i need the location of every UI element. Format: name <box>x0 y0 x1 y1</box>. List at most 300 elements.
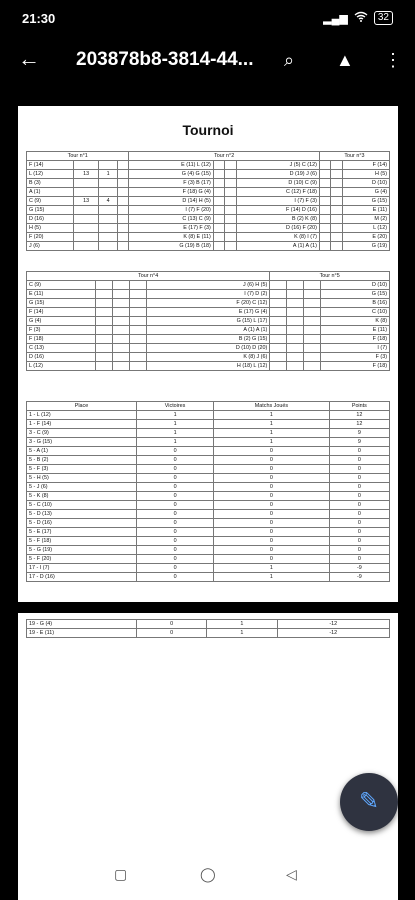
ranking-row <box>27 573 390 582</box>
rounds-a-cell: F (14) <box>343 161 390 170</box>
rounds-b-cell <box>95 299 112 308</box>
ranking-table-continued <box>26 619 390 638</box>
rounds-a-cell: A (1) A (1) <box>236 242 319 251</box>
rounds-b-cell <box>95 290 112 299</box>
more-options-icon[interactable]: ⋮ <box>384 50 402 70</box>
rounds-a-row <box>27 233 390 242</box>
rounds-a-cell <box>331 206 343 215</box>
ranking-header-victoires: Victoires <box>137 402 214 411</box>
rounds-a-cell <box>225 242 237 251</box>
ranking-row <box>27 429 390 438</box>
status-icons <box>323 11 393 25</box>
rounds-a-cell: F (14) D (16) <box>236 206 319 215</box>
ranking-cell: 0 <box>214 519 329 528</box>
ranking-cell: 0 <box>214 492 329 501</box>
document-file-title: 203878b8-3814-44... <box>76 49 254 70</box>
rounds-a-cell <box>319 197 331 206</box>
rounds-b-cell <box>112 344 129 353</box>
rounds-b-cell <box>270 281 287 290</box>
rounds-b-cell <box>129 299 146 308</box>
rounds-a-cell <box>319 224 331 233</box>
ranking-cell: 0 <box>214 555 329 564</box>
ranking-cell: 1 <box>137 438 214 447</box>
ranking-p2-row <box>27 620 390 629</box>
rounds-a-row <box>27 206 390 215</box>
ranking-row <box>27 537 390 546</box>
ranking-cell: 0 <box>214 510 329 519</box>
edit-fab-button[interactable] <box>340 773 398 831</box>
ranking-cell: 0 <box>329 555 389 564</box>
ranking-row <box>27 555 390 564</box>
ranking-cell: 12 <box>329 420 389 429</box>
rounds-b-cell: B (16) <box>321 299 390 308</box>
ranking-cell: 0 <box>329 501 389 510</box>
rounds-b-cell: K (8) J (6) <box>146 353 270 362</box>
ranking-cell: -9 <box>329 564 389 573</box>
ranking-cell: 0 <box>137 447 214 456</box>
rounds-b-cell <box>112 281 129 290</box>
rounds-b-cell: E (17) G (4) <box>146 308 270 317</box>
round-4-header: Tour n°4 <box>27 272 270 281</box>
rounds-a-cell <box>225 188 237 197</box>
rounds-a-row <box>27 215 390 224</box>
ranking-cell: 0 <box>329 546 389 555</box>
rounds-b-cell <box>287 308 304 317</box>
rounds-a-cell <box>117 197 129 206</box>
rounds-b-cell: K (8) <box>321 317 390 326</box>
document-page-1 <box>18 106 398 602</box>
rounds-b-cell <box>112 290 129 299</box>
rounds-a-cell <box>117 206 129 215</box>
rounds-b-cell: F (3) <box>321 353 390 362</box>
rounds-b-cell <box>129 335 146 344</box>
rounds-a-cell: F (20) <box>27 233 74 242</box>
rounds-b-row <box>27 353 390 362</box>
rounds-b-cell: C (10) <box>321 308 390 317</box>
recent-apps-icon[interactable]: ▢ <box>114 866 128 882</box>
app-bar <box>0 36 415 86</box>
ranking-cell: 17 - I (7) <box>27 564 137 573</box>
rounds-a-cell <box>73 233 98 242</box>
rounds-a-row <box>27 224 390 233</box>
ranking-cell: 0 <box>214 465 329 474</box>
rounds-b-cell: D (16) <box>27 353 96 362</box>
ranking-cell: 5 - C (10) <box>27 501 137 510</box>
rounds-b-cell <box>304 344 321 353</box>
rounds-a-cell <box>99 215 118 224</box>
ranking-cell: 1 <box>214 411 329 420</box>
rounds-b-cell <box>95 353 112 362</box>
ranking-cell: 0 <box>137 537 214 546</box>
ranking-cell: 1 - F (14) <box>27 420 137 429</box>
pencil-icon: ✎ <box>358 788 380 815</box>
home-icon[interactable]: ◯ <box>200 866 216 882</box>
rounds-a-cell: K (8) E (11) <box>129 233 213 242</box>
rounds-b-cell <box>287 335 304 344</box>
ranking-cell: 17 - D (16) <box>27 573 137 582</box>
rounds-b-cell <box>112 299 129 308</box>
rounds-b-cell <box>95 281 112 290</box>
ranking-p2-cell: -12 <box>277 620 389 629</box>
rounds-b-cell: F (18) <box>321 362 390 371</box>
rounds-a-cell <box>213 197 225 206</box>
rounds-b-cell: G (15) L (17) <box>146 317 270 326</box>
rounds-a-cell <box>331 188 343 197</box>
rounds-a-cell <box>225 233 237 242</box>
wifi-icon <box>354 11 368 25</box>
rounds-b-cell <box>270 317 287 326</box>
status-bar <box>0 0 415 36</box>
rounds-a-cell: I (7) F (20) <box>129 206 213 215</box>
ranking-cell: 5 - K (8) <box>27 492 137 501</box>
rounds-b-row <box>27 344 390 353</box>
rounds-b-cell: E (11) <box>27 290 96 299</box>
ranking-cell: 0 <box>329 483 389 492</box>
ranking-row <box>27 411 390 420</box>
rounds-b-cell <box>304 326 321 335</box>
ranking-p2-cell: 1 <box>207 620 277 629</box>
ranking-p2-cell: -12 <box>277 629 389 638</box>
ranking-cell: 5 - D (16) <box>27 519 137 528</box>
rounds-a-cell <box>73 188 98 197</box>
rounds-a-cell: L (12) <box>27 170 74 179</box>
rounds-b-cell: E (11) <box>321 326 390 335</box>
rounds-a-cell <box>117 224 129 233</box>
rounds-a-cell: I (7) F (3) <box>236 197 319 206</box>
rounds-b-cell <box>287 362 304 371</box>
rounds-a-cell: J (6) <box>27 242 74 251</box>
ranking-cell: 0 <box>329 456 389 465</box>
rounds-a-cell <box>73 224 98 233</box>
rounds-a-cell: G (15) <box>27 206 74 215</box>
rounds-a-cell <box>73 161 98 170</box>
ranking-p2-cell: 1 <box>207 629 277 638</box>
rounds-a-cell: D (16) <box>27 215 74 224</box>
rounds-a-cell <box>117 215 129 224</box>
rounds-b-row <box>27 299 390 308</box>
ranking-cell: 0 <box>329 447 389 456</box>
ranking-cell: 1 <box>137 411 214 420</box>
rounds-a-cell <box>225 197 237 206</box>
rounds-a-cell <box>225 215 237 224</box>
rounds-a-cell <box>99 161 118 170</box>
ranking-cell: 0 <box>214 528 329 537</box>
rounds-a-cell <box>319 188 331 197</box>
rounds-a-cell: E (11) <box>343 206 390 215</box>
ranking-row <box>27 501 390 510</box>
ranking-cell: 0 <box>137 555 214 564</box>
rounds-b-row <box>27 335 390 344</box>
ranking-cell: 0 <box>329 510 389 519</box>
rounds-b-cell: G (15) <box>321 290 390 299</box>
ranking-cell: 0 <box>137 546 214 555</box>
rounds-b-cell <box>270 308 287 317</box>
ranking-cell: 1 <box>214 573 329 582</box>
rounds-a-cell <box>117 233 129 242</box>
rounds-a-row <box>27 161 390 170</box>
rounds-b-cell <box>112 326 129 335</box>
rounds-a-row <box>27 179 390 188</box>
rounds-a-cell: G (19) <box>343 242 390 251</box>
rounds-b-cell: B (2) G (15) <box>146 335 270 344</box>
rounds-a-cell <box>117 242 129 251</box>
rounds-a-cell: L (12) <box>343 224 390 233</box>
rounds-a-cell: G (19) B (18) <box>129 242 213 251</box>
rounds-a-cell <box>213 242 225 251</box>
ranking-cell: 0 <box>214 537 329 546</box>
rounds-a-cell: E (20) <box>343 233 390 242</box>
rounds-a-cell: E (11) L (12) <box>129 161 213 170</box>
rounds-a-cell <box>319 170 331 179</box>
rounds-a-cell <box>331 215 343 224</box>
ranking-cell: 0 <box>329 528 389 537</box>
rounds-a-cell: F (18) G (4) <box>129 188 213 197</box>
rounds-a-cell <box>213 179 225 188</box>
rounds-b-cell <box>129 281 146 290</box>
rounds-b-cell: A (1) A (1) <box>146 326 270 335</box>
ranking-cell: 0 <box>137 510 214 519</box>
rounds-b-cell <box>270 344 287 353</box>
back-arrow-icon[interactable]: ← <box>18 46 40 71</box>
rounds-a-cell: M (2) <box>343 215 390 224</box>
ranking-cell: 0 <box>329 465 389 474</box>
ranking-p2-cell: 19 - G (4) <box>27 620 137 629</box>
ranking-cell: 1 <box>214 438 329 447</box>
ranking-header-points: Points <box>329 402 389 411</box>
rounds-a-cell <box>319 233 331 242</box>
rounds-a-cell <box>213 206 225 215</box>
ranking-p2-row <box>27 629 390 638</box>
rounds-a-cell: H (5) <box>27 224 74 233</box>
rounds-b-cell <box>95 362 112 371</box>
rounds-b-row <box>27 281 390 290</box>
rounds-a-cell <box>117 188 129 197</box>
round-3-header: Tour n°3 <box>319 152 389 161</box>
ranking-cell: 0 <box>137 456 214 465</box>
rounds-a-cell: 13 <box>73 197 98 206</box>
rounds-a-cell <box>319 179 331 188</box>
rounds-b-row <box>27 326 390 335</box>
ranking-cell: 0 <box>137 501 214 510</box>
rounds-b-cell <box>112 362 129 371</box>
ranking-cell: 1 <box>214 420 329 429</box>
rounds-a-cell: F (14) <box>27 161 74 170</box>
round-1-header: Tour n°1 <box>27 152 129 161</box>
rounds-a-cell <box>319 215 331 224</box>
rounds-a-cell: 4 <box>99 197 118 206</box>
rounds-a-cell <box>331 224 343 233</box>
ranking-cell: 5 - A (1) <box>27 447 137 456</box>
rounds-a-cell <box>99 188 118 197</box>
ranking-cell: 5 - F (3) <box>27 465 137 474</box>
rounds-b-cell: F (3) <box>27 326 96 335</box>
rounds-b-cell <box>270 290 287 299</box>
ranking-cell: 0 <box>329 537 389 546</box>
ranking-row <box>27 420 390 429</box>
rounds-b-cell <box>304 299 321 308</box>
ranking-cell: 0 <box>214 456 329 465</box>
rounds-a-cell: D (10) C (9) <box>236 179 319 188</box>
ranking-cell: 5 - E (17) <box>27 528 137 537</box>
ranking-cell: 3 - C (9) <box>27 429 137 438</box>
rounds-b-row <box>27 362 390 371</box>
document-title: Tournoi <box>182 122 234 138</box>
signal-icon: ▂▄▆ <box>323 12 348 25</box>
system-nav-bar <box>0 860 415 900</box>
rounds-a-cell <box>99 242 118 251</box>
rounds-a-cell: J (5) C (12) <box>236 161 319 170</box>
ranking-cell: 1 <box>214 564 329 573</box>
rounds-a-cell <box>117 170 129 179</box>
ranking-cell: 5 - B (2) <box>27 456 137 465</box>
rounds-a-cell: B (2) K (8) <box>236 215 319 224</box>
rounds-a-cell <box>73 206 98 215</box>
ranking-row <box>27 456 390 465</box>
ranking-cell: 0 <box>137 465 214 474</box>
rounds-a-cell: D (19) J (6) <box>236 170 319 179</box>
ranking-header-matchs: Matchs Joués <box>214 402 329 411</box>
rounds-b-cell <box>129 317 146 326</box>
rounds-b-cell: J (6) H (5) <box>146 281 270 290</box>
rounds-a-cell <box>225 206 237 215</box>
ranking-cell: 5 - F (20) <box>27 555 137 564</box>
ranking-cell: 0 <box>214 474 329 483</box>
ranking-table <box>26 401 390 582</box>
rounds-b-cell: F (20) C (12) <box>146 299 270 308</box>
rounds-a-cell <box>213 224 225 233</box>
rounds-a-cell <box>73 215 98 224</box>
rounds-b-row <box>27 317 390 326</box>
ranking-cell: 5 - D (13) <box>27 510 137 519</box>
rounds-table-1 <box>26 151 390 251</box>
rounds-b-cell: H (18) L (12) <box>146 362 270 371</box>
rounds-a-cell <box>213 233 225 242</box>
rounds-b-cell <box>95 308 112 317</box>
rounds-a-cell <box>213 161 225 170</box>
rounds-a-cell: D (16) F (20) <box>236 224 319 233</box>
rounds-a-cell: C (9) <box>27 197 74 206</box>
rounds-a-cell <box>225 224 237 233</box>
rounds-b-cell: F (18) <box>27 335 96 344</box>
rounds-a-cell: 1 <box>99 170 118 179</box>
ranking-row <box>27 519 390 528</box>
rounds-b-cell <box>287 353 304 362</box>
rounds-b-cell <box>270 353 287 362</box>
rounds-a-cell <box>319 242 331 251</box>
rounds-b-cell: D (10) D (20) <box>146 344 270 353</box>
rounds-b-cell: G (4) <box>27 317 96 326</box>
rounds-b-cell <box>129 290 146 299</box>
rounds-b-cell <box>129 326 146 335</box>
find-in-page-icon[interactable]: ⌕ <box>284 50 295 70</box>
ranking-cell: 0 <box>137 528 214 537</box>
rounds-a-cell <box>213 170 225 179</box>
rounds-a-cell <box>225 179 237 188</box>
ranking-cell: 1 <box>137 429 214 438</box>
rounds-a-cell: 13 <box>73 170 98 179</box>
rounds-b-cell <box>129 362 146 371</box>
rounds-b-cell <box>112 317 129 326</box>
rounds-b-cell <box>95 344 112 353</box>
rounds-a-cell: G (15) <box>343 197 390 206</box>
ranking-cell: 9 <box>329 438 389 447</box>
rounds-b-cell <box>129 353 146 362</box>
ranking-cell: 5 - H (5) <box>27 474 137 483</box>
rounds-b-cell <box>95 326 112 335</box>
ranking-cell: 1 <box>214 429 329 438</box>
round-2-header: Tour n°2 <box>129 152 319 161</box>
rounds-a-cell: A (1) <box>27 188 74 197</box>
ranking-cell: 0 <box>137 483 214 492</box>
ranking-cell: 0 <box>214 546 329 555</box>
ranking-row <box>27 546 390 555</box>
ranking-row <box>27 447 390 456</box>
rounds-a-cell <box>225 170 237 179</box>
rounds-a-row <box>27 242 390 251</box>
ranking-row <box>27 492 390 501</box>
rounds-a-cell <box>117 161 129 170</box>
ranking-header-place: Place <box>27 402 137 411</box>
ranking-cell: 5 - G (19) <box>27 546 137 555</box>
rounds-a-cell <box>331 179 343 188</box>
rounds-b-cell <box>304 290 321 299</box>
rounds-a-cell <box>117 179 129 188</box>
rounds-a-cell <box>73 242 98 251</box>
nav-back-icon[interactable]: ◁ <box>286 866 297 882</box>
rounds-b-cell: C (9) <box>27 281 96 290</box>
ranking-cell: 0 <box>214 501 329 510</box>
rounds-a-cell: B (3) <box>27 179 74 188</box>
ranking-cell: 0 <box>214 483 329 492</box>
ranking-row <box>27 510 390 519</box>
ranking-cell: 0 <box>329 492 389 501</box>
rounds-a-cell <box>319 206 331 215</box>
rounds-a-cell: C (12) F (18) <box>236 188 319 197</box>
rounds-b-cell <box>304 335 321 344</box>
ranking-cell: 9 <box>329 429 389 438</box>
rounds-a-row <box>27 188 390 197</box>
rounds-b-cell <box>304 362 321 371</box>
rounds-b-cell <box>287 281 304 290</box>
rounds-b-cell <box>304 317 321 326</box>
rounds-b-cell <box>112 353 129 362</box>
ranking-cell: 3 - G (15) <box>27 438 137 447</box>
rounds-b-cell: I (7) D (2) <box>146 290 270 299</box>
ranking-row <box>27 483 390 492</box>
rounds-b-cell: F (18) <box>321 335 390 344</box>
ranking-cell: 0 <box>137 474 214 483</box>
rounds-b-cell <box>112 335 129 344</box>
rounds-a-cell <box>99 206 118 215</box>
rounds-table-2 <box>26 271 390 371</box>
rounds-b-cell <box>287 326 304 335</box>
rounds-b-cell: C (13) <box>27 344 96 353</box>
rounds-b-cell <box>270 326 287 335</box>
rounds-b-cell <box>304 281 321 290</box>
ranking-cell: 0 <box>329 474 389 483</box>
ranking-row <box>27 564 390 573</box>
rounds-a-cell: H (5) <box>343 170 390 179</box>
ranking-row <box>27 528 390 537</box>
ranking-cell: -9 <box>329 573 389 582</box>
rounds-a-cell: G (4) <box>343 188 390 197</box>
rounds-b-cell <box>287 317 304 326</box>
ranking-cell: 0 <box>137 492 214 501</box>
ranking-row <box>27 474 390 483</box>
drive-add-icon[interactable]: ▲ <box>336 50 354 70</box>
rounds-a-cell <box>331 161 343 170</box>
ranking-p2-cell: 19 - E (11) <box>27 629 137 638</box>
